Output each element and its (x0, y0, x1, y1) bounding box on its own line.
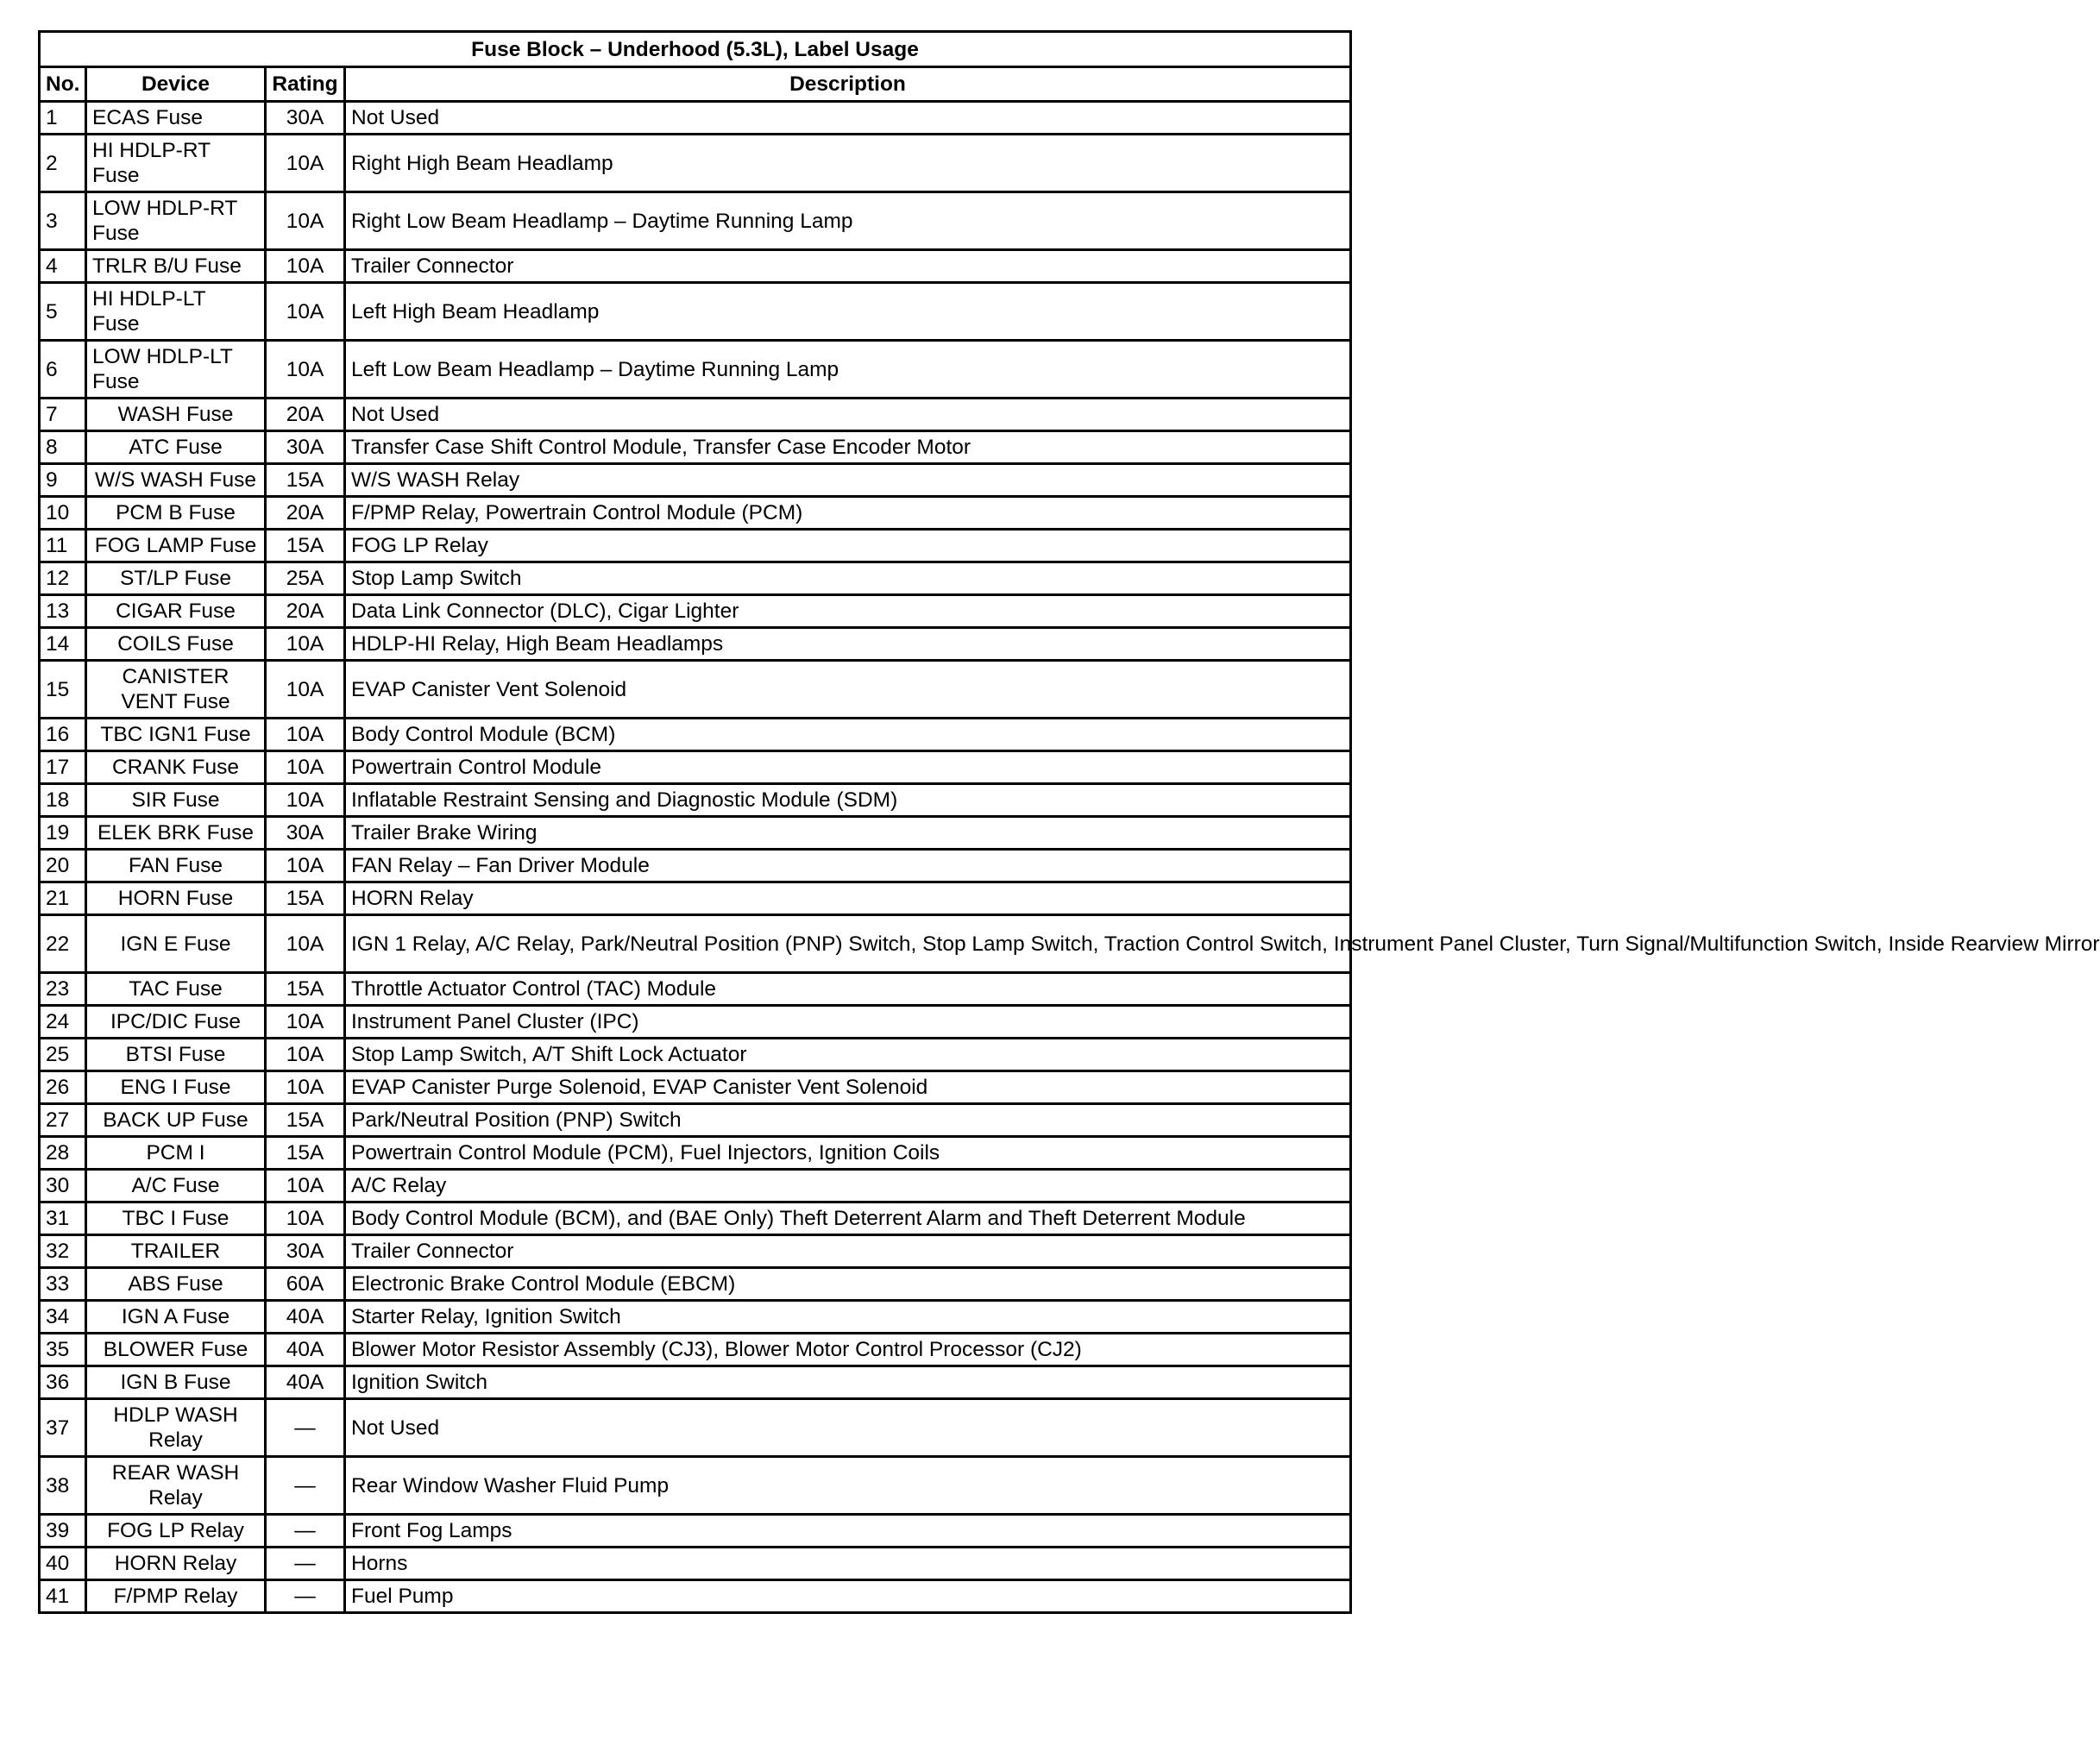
table-row (40, 661, 1351, 719)
row-device: FAN Fuse (86, 850, 266, 882)
row-device: SIR Fuse (86, 784, 266, 817)
row-rating: 10A (266, 341, 345, 399)
table-row (40, 915, 1351, 973)
row-device: HI HDLP-RT Fuse (86, 135, 266, 192)
row-device: ABS Fuse (86, 1268, 266, 1301)
row-description: Rear Window Washer Fluid Pump (345, 1457, 1351, 1515)
row-rating: 10A (266, 915, 345, 973)
table-row (40, 784, 1351, 817)
row-description: Left Low Beam Headlamp – Daytime Running Lamp (345, 341, 1351, 399)
table-row (40, 1399, 1351, 1457)
row-rating: 40A (266, 1334, 345, 1366)
row-rating: — (266, 1515, 345, 1548)
column-header-no: No. (40, 67, 86, 102)
row-number: 20 (40, 850, 86, 882)
table-row (40, 1366, 1351, 1399)
table-row (40, 595, 1351, 628)
row-rating: 10A (266, 850, 345, 882)
row-description: Park/Neutral Position (PNP) Switch (345, 1104, 1351, 1137)
row-number: 2 (40, 135, 86, 192)
table-row (40, 102, 1351, 135)
row-description: Starter Relay, Ignition Switch (345, 1301, 1351, 1334)
table-row (40, 431, 1351, 464)
row-device: REAR WASH Relay (86, 1457, 266, 1515)
column-header-description: Description (345, 67, 1351, 102)
table-row (40, 817, 1351, 850)
row-description: Electronic Brake Control Module (EBCM) (345, 1268, 1351, 1301)
row-rating: 40A (266, 1366, 345, 1399)
row-number: 30 (40, 1170, 86, 1202)
table-row (40, 1580, 1351, 1613)
row-description: Body Control Module (BCM) (345, 719, 1351, 751)
table-row (40, 1006, 1351, 1039)
table-row (40, 530, 1351, 562)
row-device: CANISTER VENT Fuse (86, 661, 266, 719)
row-rating: 10A (266, 250, 345, 283)
row-number: 32 (40, 1235, 86, 1268)
table-row (40, 1202, 1351, 1235)
row-rating: 15A (266, 530, 345, 562)
row-number: 38 (40, 1457, 86, 1515)
row-device: FOG LAMP Fuse (86, 530, 266, 562)
row-device: BTSI Fuse (86, 1039, 266, 1071)
row-number: 41 (40, 1580, 86, 1613)
row-number: 6 (40, 341, 86, 399)
row-device: TAC Fuse (86, 973, 266, 1006)
row-number: 10 (40, 497, 86, 530)
table-row (40, 973, 1351, 1006)
row-description: HORN Relay (345, 882, 1351, 915)
row-device: HI HDLP-LT Fuse (86, 283, 266, 341)
row-rating: 15A (266, 973, 345, 1006)
row-device: ECAS Fuse (86, 102, 266, 135)
table-row (40, 628, 1351, 661)
table-row (40, 1268, 1351, 1301)
row-rating: — (266, 1580, 345, 1613)
row-device: PCM I (86, 1137, 266, 1170)
row-description: Powertrain Control Module (PCM), Fuel Injectors, Ignition Coils (345, 1137, 1351, 1170)
table-row (40, 719, 1351, 751)
row-rating: 10A (266, 135, 345, 192)
row-rating: 10A (266, 628, 345, 661)
row-description: Blower Motor Resistor Assembly (CJ3), Blower Motor Control Processor (CJ2) (345, 1334, 1351, 1366)
table-row (40, 341, 1351, 399)
table-row (40, 135, 1351, 192)
row-rating: 20A (266, 399, 345, 431)
row-device: COILS Fuse (86, 628, 266, 661)
row-number: 28 (40, 1137, 86, 1170)
row-device: IGN B Fuse (86, 1366, 266, 1399)
row-device: TBC IGN1 Fuse (86, 719, 266, 751)
table-body (40, 102, 2100, 1613)
row-rating: 10A (266, 719, 345, 751)
row-number: 7 (40, 399, 86, 431)
row-description: Fuel Pump (345, 1580, 1351, 1613)
table-row (40, 1515, 1351, 1548)
row-description: Inflatable Restraint Sensing and Diagnostic Module (SDM) (345, 784, 1351, 817)
row-description: Trailer Connector (345, 250, 1351, 283)
row-number: 12 (40, 562, 86, 595)
row-rating: 20A (266, 595, 345, 628)
row-rating: 30A (266, 817, 345, 850)
row-rating: 10A (266, 1006, 345, 1039)
row-number: 26 (40, 1071, 86, 1104)
table-row (40, 1548, 1351, 1580)
row-rating: 10A (266, 784, 345, 817)
row-number: 36 (40, 1366, 86, 1399)
table-row (40, 1334, 1351, 1366)
row-rating: 30A (266, 1235, 345, 1268)
row-description: Powertrain Control Module (345, 751, 1351, 784)
row-rating: 60A (266, 1268, 345, 1301)
row-description: Right High Beam Headlamp (345, 135, 1351, 192)
table-row (40, 1071, 1351, 1104)
row-device: ATC Fuse (86, 431, 266, 464)
row-device: TBC I Fuse (86, 1202, 266, 1235)
row-number: 1 (40, 102, 86, 135)
table-row (40, 283, 1351, 341)
row-device: HDLP WASH Relay (86, 1399, 266, 1457)
row-device: CIGAR Fuse (86, 595, 266, 628)
row-device: IGN E Fuse (86, 915, 266, 973)
row-number: 39 (40, 1515, 86, 1548)
row-device: BACK UP Fuse (86, 1104, 266, 1137)
row-rating: 10A (266, 1039, 345, 1071)
row-description: Body Control Module (BCM), and (BAE Only) Theft Deterrent Alarm and Theft Deterrent Module (345, 1202, 1351, 1235)
row-description: Trailer Connector (345, 1235, 1351, 1268)
row-rating: 10A (266, 1202, 345, 1235)
row-description: HDLP-HI Relay, High Beam Headlamps (345, 628, 1351, 661)
row-number: 8 (40, 431, 86, 464)
row-rating: 30A (266, 102, 345, 135)
row-device: HORN Fuse (86, 882, 266, 915)
row-rating: 10A (266, 1071, 345, 1104)
row-rating: 15A (266, 882, 345, 915)
row-description: W/S WASH Relay (345, 464, 1351, 497)
row-rating: — (266, 1548, 345, 1580)
row-number: 11 (40, 530, 86, 562)
row-number: 37 (40, 1399, 86, 1457)
row-rating: 40A (266, 1301, 345, 1334)
row-number: 17 (40, 751, 86, 784)
row-number: 24 (40, 1006, 86, 1039)
row-rating: 20A (266, 497, 345, 530)
row-number: 35 (40, 1334, 86, 1366)
row-rating: 10A (266, 192, 345, 250)
row-description: F/PMP Relay, Powertrain Control Module (PCM) (345, 497, 1351, 530)
row-rating: 10A (266, 751, 345, 784)
column-header-row (40, 67, 1351, 102)
row-rating: — (266, 1399, 345, 1457)
row-description: Not Used (345, 102, 1351, 135)
row-device: A/C Fuse (86, 1170, 266, 1202)
table-row (40, 250, 1351, 283)
row-rating: — (266, 1457, 345, 1515)
row-number: 27 (40, 1104, 86, 1137)
table-row (40, 1457, 1351, 1515)
row-device: BLOWER Fuse (86, 1334, 266, 1366)
table-row (40, 1235, 1351, 1268)
row-description: A/C Relay (345, 1170, 1351, 1202)
row-device: TRLR B/U Fuse (86, 250, 266, 283)
row-description: Trailer Brake Wiring (345, 817, 1351, 850)
row-description: Instrument Panel Cluster (IPC) (345, 1006, 1351, 1039)
row-device: PCM B Fuse (86, 497, 266, 530)
row-number: 21 (40, 882, 86, 915)
table-row (40, 464, 1351, 497)
table-row (40, 399, 1351, 431)
table-row (40, 192, 1351, 250)
fuse-table (38, 30, 2100, 1614)
row-number: 5 (40, 283, 86, 341)
row-number: 13 (40, 595, 86, 628)
row-description: Ignition Switch (345, 1366, 1351, 1399)
table-row (40, 1301, 1351, 1334)
row-device: W/S WASH Fuse (86, 464, 266, 497)
row-number: 34 (40, 1301, 86, 1334)
row-rating: 10A (266, 1170, 345, 1202)
row-device: IPC/DIC Fuse (86, 1006, 266, 1039)
row-device: ST/LP Fuse (86, 562, 266, 595)
row-description: EVAP Canister Purge Solenoid, EVAP Canister Vent Solenoid (345, 1071, 1351, 1104)
row-rating: 15A (266, 1137, 345, 1170)
row-description: Not Used (345, 399, 1351, 431)
row-description: Stop Lamp Switch (345, 562, 1351, 595)
row-description: Data Link Connector (DLC), Cigar Lighter (345, 595, 1351, 628)
row-number: 16 (40, 719, 86, 751)
row-number: 4 (40, 250, 86, 283)
row-rating: 15A (266, 1104, 345, 1137)
row-description: Transfer Case Shift Control Module, Transfer Case Encoder Motor (345, 431, 1351, 464)
table-row (40, 850, 1351, 882)
row-number: 15 (40, 661, 86, 719)
row-rating: 25A (266, 562, 345, 595)
table-row (40, 1104, 1351, 1137)
row-rating: 30A (266, 431, 345, 464)
row-description: Right Low Beam Headlamp – Daytime Running Lamp (345, 192, 1351, 250)
row-number: 31 (40, 1202, 86, 1235)
column-header-device: Device (86, 67, 266, 102)
row-number: 40 (40, 1548, 86, 1580)
row-number: 25 (40, 1039, 86, 1071)
row-device: CRANK Fuse (86, 751, 266, 784)
table-row (40, 1039, 1351, 1071)
row-description: FOG LP Relay (345, 530, 1351, 562)
table-row (40, 1137, 1351, 1170)
row-device: ENG I Fuse (86, 1071, 266, 1104)
row-number: 33 (40, 1268, 86, 1301)
row-number: 9 (40, 464, 86, 497)
row-rating: 10A (266, 283, 345, 341)
table-row (40, 497, 1351, 530)
row-device: HORN Relay (86, 1548, 266, 1580)
row-rating: 10A (266, 661, 345, 719)
row-description: EVAP Canister Vent Solenoid (345, 661, 1351, 719)
table-row (40, 882, 1351, 915)
row-description: Throttle Actuator Control (TAC) Module (345, 973, 1351, 1006)
row-number: 14 (40, 628, 86, 661)
row-number: 23 (40, 973, 86, 1006)
row-number: 22 (40, 915, 86, 973)
row-number: 18 (40, 784, 86, 817)
row-description: FAN Relay – Fan Driver Module (345, 850, 1351, 882)
row-device: IGN A Fuse (86, 1301, 266, 1334)
row-description: Not Used (345, 1399, 1351, 1457)
row-description: Stop Lamp Switch, A/T Shift Lock Actuator (345, 1039, 1351, 1071)
row-device: TRAILER (86, 1235, 266, 1268)
row-device: F/PMP Relay (86, 1580, 266, 1613)
table-header (40, 32, 1351, 102)
table-row (40, 1170, 1351, 1202)
row-description: Front Fog Lamps (345, 1515, 1351, 1548)
table-row (40, 562, 1351, 595)
row-number: 3 (40, 192, 86, 250)
title-row (40, 32, 1351, 67)
row-device: ELEK BRK Fuse (86, 817, 266, 850)
row-description: IGN 1 Relay, A/C Relay, Park/Neutral Position (PNP) Switch, Stop Lamp Switch, Traction Control Switch, Instrument Panel Cluster, Turn Signal/Multifunction Switch, Inside Rearview Mirror (345, 915, 1351, 973)
row-description: Left High Beam Headlamp (345, 283, 1351, 341)
column-header-rating: Rating (266, 67, 345, 102)
row-rating: 15A (266, 464, 345, 497)
table-row (40, 751, 1351, 784)
row-device: LOW HDLP-LT Fuse (86, 341, 266, 399)
row-description: Horns (345, 1548, 1351, 1580)
row-device: FOG LP Relay (86, 1515, 266, 1548)
table-title: Fuse Block – Underhood (5.3L), Label Usage (40, 32, 1351, 67)
row-device: WASH Fuse (86, 399, 266, 431)
row-device: LOW HDLP-RT Fuse (86, 192, 266, 250)
row-number: 19 (40, 817, 86, 850)
